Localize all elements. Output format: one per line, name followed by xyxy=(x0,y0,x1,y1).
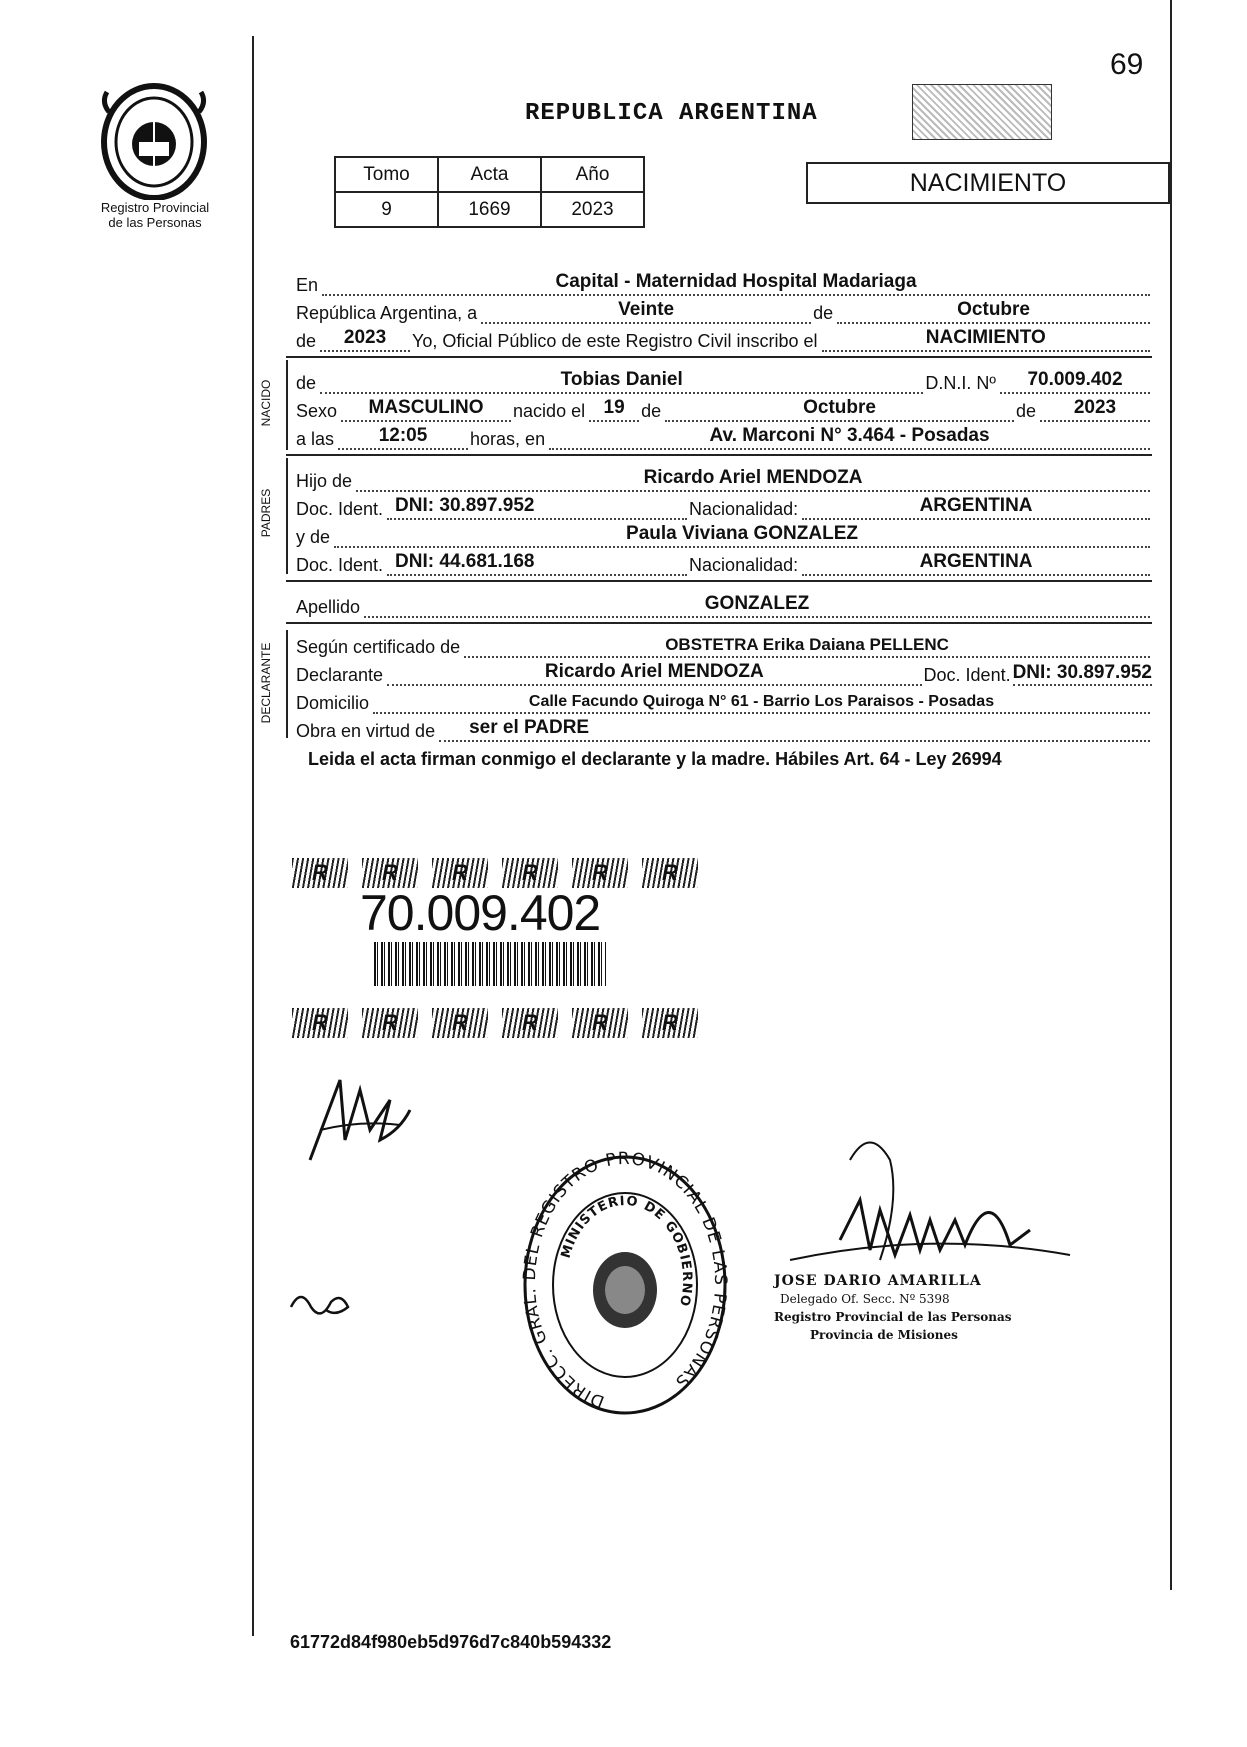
seal-inner-text: MINISTERIO DE GOBIERNO xyxy=(558,1193,695,1309)
doc-declarante: DNI: 30.897.952 xyxy=(1013,662,1152,686)
row-madre-doc: Doc. Ident. DNI: 44.681.168 Nacionalidad: ARGENTINA xyxy=(296,550,1152,576)
separator-3 xyxy=(286,580,1152,582)
security-emblem xyxy=(912,84,1052,140)
official-name: JOSE DARIO AMARILLA xyxy=(774,1273,982,1289)
row-padre-doc: Doc. Ident. DNI: 30.897.952 Nacionalidad: ARGENTINA xyxy=(296,494,1152,520)
tipo-inscripcion: NACIMIENTO xyxy=(925,327,1046,348)
row-declarante: Declarante Ricardo Ariel MENDOZA Doc. Ident. DNI: 30.897.952 xyxy=(296,661,1152,685)
dni-nacido: 70.009.402 xyxy=(1027,369,1123,390)
acta-table xyxy=(334,156,645,228)
doc-padre: DNI: 30.897.952 xyxy=(395,495,535,516)
lugar-inscripcion: Capital - Maternidad Hospital Madariaga xyxy=(555,271,917,292)
nombre-madre: Paula Viviana GONZALEZ xyxy=(626,523,858,544)
row-apellido: Apellido GONZALEZ xyxy=(296,592,1152,618)
row-nombre: de Tobias Daniel D.N.I. Nº 70.009.402 xyxy=(296,368,1152,394)
official-registry: Registro Provincial de las Personas xyxy=(774,1310,1012,1324)
row-padre: Hijo de Ricardo Ariel MENDOZA xyxy=(296,466,1152,492)
official-seal xyxy=(520,1150,730,1420)
hora-nacimiento: 12:05 xyxy=(378,425,428,446)
left-margin-line xyxy=(252,36,254,1636)
row-madre: y de Paula Viviana GONZALEZ xyxy=(296,522,1152,548)
official-title: Delegado Of. Secc. Nº 5398 xyxy=(780,1292,950,1306)
document-type: NACIMIENTO xyxy=(806,162,1170,204)
country-title: REPUBLICA ARGENTINA xyxy=(525,100,818,127)
acta-header-tomo: Tomo xyxy=(335,157,438,192)
logo-caption: Registro Provincial de las Personas xyxy=(100,200,210,230)
closing-text: Leida el acta firman conmigo el declarante y la madre. Hábiles Art. 64 - Ley 26994 xyxy=(308,749,1002,769)
row-hora: a las 12:05 horas, en Av. Marconi N° 3.464 - Posadas xyxy=(296,424,1152,450)
row-domicilio: Domicilio Calle Facundo Quiroga N° 61 - Barrio Los Paraisos - Posadas xyxy=(296,688,1152,714)
sexo: MASCULINO xyxy=(368,397,484,418)
row-sexo: Sexo MASCULINO nacido el 19 de Octubre de 2023 xyxy=(296,396,1152,422)
mes-inscripcion: Octubre xyxy=(957,299,1030,320)
acta-header-anio: Año xyxy=(541,157,644,192)
official-province: Provincia de Misiones xyxy=(810,1328,958,1342)
apellido-valor: GONZALEZ xyxy=(704,593,810,614)
page-number: 69 xyxy=(1110,48,1144,81)
dia-nacimiento: 19 xyxy=(603,397,625,418)
row-certificado: Según certificado de OBSTETRA Erika Daiana PELLENC xyxy=(296,632,1152,658)
right-margin-line xyxy=(1170,0,1172,1590)
anio-nacimiento: 2023 xyxy=(1073,397,1117,418)
doc-madre: DNI: 44.681.168 xyxy=(395,551,535,572)
row-fecha: República Argentina, a Veinte de Octubre xyxy=(296,298,1152,324)
mes-nacimiento: Octubre xyxy=(803,397,876,418)
section-padres: PADRES xyxy=(259,488,273,538)
security-pattern-bottom: R R R R R R xyxy=(292,1008,732,1038)
document-hash: 61772d84f980eb5d976d7c840b594332 xyxy=(290,1632,612,1652)
official-signature-block xyxy=(774,1272,1012,1344)
anio-inscripcion: 2023 xyxy=(343,327,387,348)
security-dni: 70.009.402 xyxy=(360,885,601,941)
nombre-declarante: Ricardo Ariel MENDOZA xyxy=(544,661,764,682)
province-logo xyxy=(95,82,213,200)
barcode xyxy=(374,942,606,986)
row-obra: Obra en virtud de ser el PADRE xyxy=(296,716,1152,742)
row-oficial: de 2023 Yo, Oficial Público de este Registro Civil inscribo el NACIMIENTO xyxy=(296,326,1152,352)
nombre-nacido: Tobias Daniel xyxy=(560,369,683,390)
seal-outer-text: DIRECC. GRAL. DEL REGISTRO PROVINCIAL DE LAS PERSONAS xyxy=(520,1150,730,1412)
security-pattern-top: R R R R R R xyxy=(292,858,732,888)
dia-inscripcion: Veinte xyxy=(618,299,675,320)
acta-value-anio: 2023 xyxy=(541,192,644,227)
section-declarante: DECLARANTE xyxy=(259,642,273,724)
acta-value-tomo: 9 xyxy=(335,192,438,227)
section-nacido: NACIDO xyxy=(259,379,273,427)
nacionalidad-madre: ARGENTINA xyxy=(919,551,1033,572)
obra-en-virtud: ser el PADRE xyxy=(469,717,590,738)
acta-header-acta: Acta xyxy=(438,157,541,192)
declarante-signature xyxy=(300,1070,430,1170)
nacionalidad-padre: ARGENTINA xyxy=(919,495,1033,516)
domicilio-declarante: Calle Facundo Quiroga N° 61 - Barrio Los Paraisos - Posadas xyxy=(528,693,995,710)
initials-mark xyxy=(286,1282,356,1322)
separator-2 xyxy=(286,454,1152,456)
separator-1 xyxy=(286,356,1152,358)
separator-4 xyxy=(286,622,1152,624)
lugar-nacimiento: Av. Marconi N° 3.464 - Posadas xyxy=(709,425,990,446)
acta-value-acta: 1669 xyxy=(438,192,541,227)
nombre-padre: Ricardo Ariel MENDOZA xyxy=(643,467,863,488)
certificado-de: OBSTETRA Erika Daiana PELLENC xyxy=(665,635,949,654)
row-en: En Capital - Maternidad Hospital Madariaga xyxy=(296,270,1152,296)
